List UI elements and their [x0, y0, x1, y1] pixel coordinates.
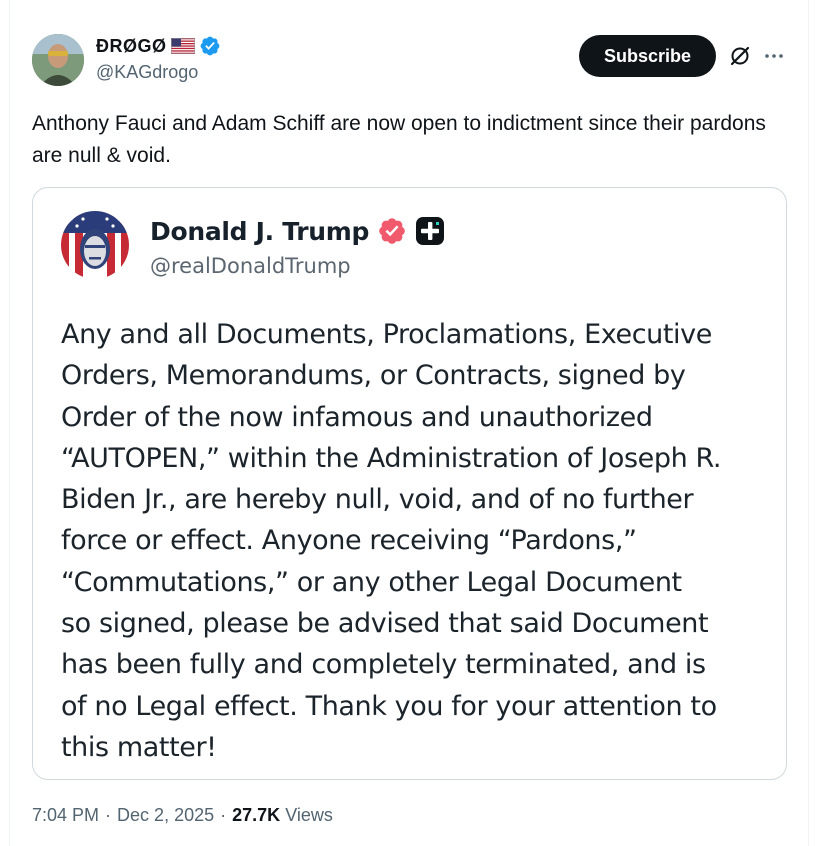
author-display-name[interactable]: ÐRØGØ [96, 35, 167, 56]
quoted-post-card[interactable] [32, 187, 787, 780]
author-name-row [96, 35, 221, 57]
tweet-text: Anthony Fauci and Adam Schiff are now open to indictment since their pardons are null & void. [32, 112, 766, 167]
grok-icon[interactable] [728, 44, 752, 68]
quoted-handle: @realDonaldTrump [150, 254, 351, 278]
truth-social-plus-icon [415, 216, 445, 246]
truth-verified-badge-icon [377, 216, 407, 246]
quoted-post-body: Any and all Documents, Proclamations, Executive Orders, Memorandums, or Contracts, signed by Order of the now infamous and unauthorized “AUTOPEN,” within the Administration of Joseph R. Biden Jr., are hereby null, void, and of no further force or effect. Anyone receiving “Pardons,” “Commutations,” or any other Legal Document so signed, please be advised that said Document has been fully and completely terminated, and is of no Legal effect. Thank you for your attention to this matter! [61, 319, 722, 763]
meta-separator: · [105, 805, 112, 825]
more-options-icon[interactable] [762, 44, 786, 68]
views-count: 27.7K [232, 805, 281, 825]
quoted-name-row [150, 216, 445, 246]
author-avatar[interactable] [32, 34, 84, 86]
verified-badge-icon[interactable] [199, 35, 221, 57]
subscribe-button[interactable]: Subscribe [579, 35, 716, 77]
meta-separator: · [220, 805, 227, 825]
post-date[interactable]: Dec 2, 2025 [117, 805, 215, 825]
us-flag-icon [171, 38, 195, 54]
views-label: Views [285, 805, 333, 825]
author-handle[interactable]: @KAGdrogo [96, 62, 199, 82]
post-time[interactable]: 7:04 PM [32, 805, 100, 825]
quoted-display-name[interactable]: Donald J. Trump [150, 216, 370, 246]
quoted-author-avatar [61, 211, 129, 279]
post-meta [32, 805, 333, 826]
